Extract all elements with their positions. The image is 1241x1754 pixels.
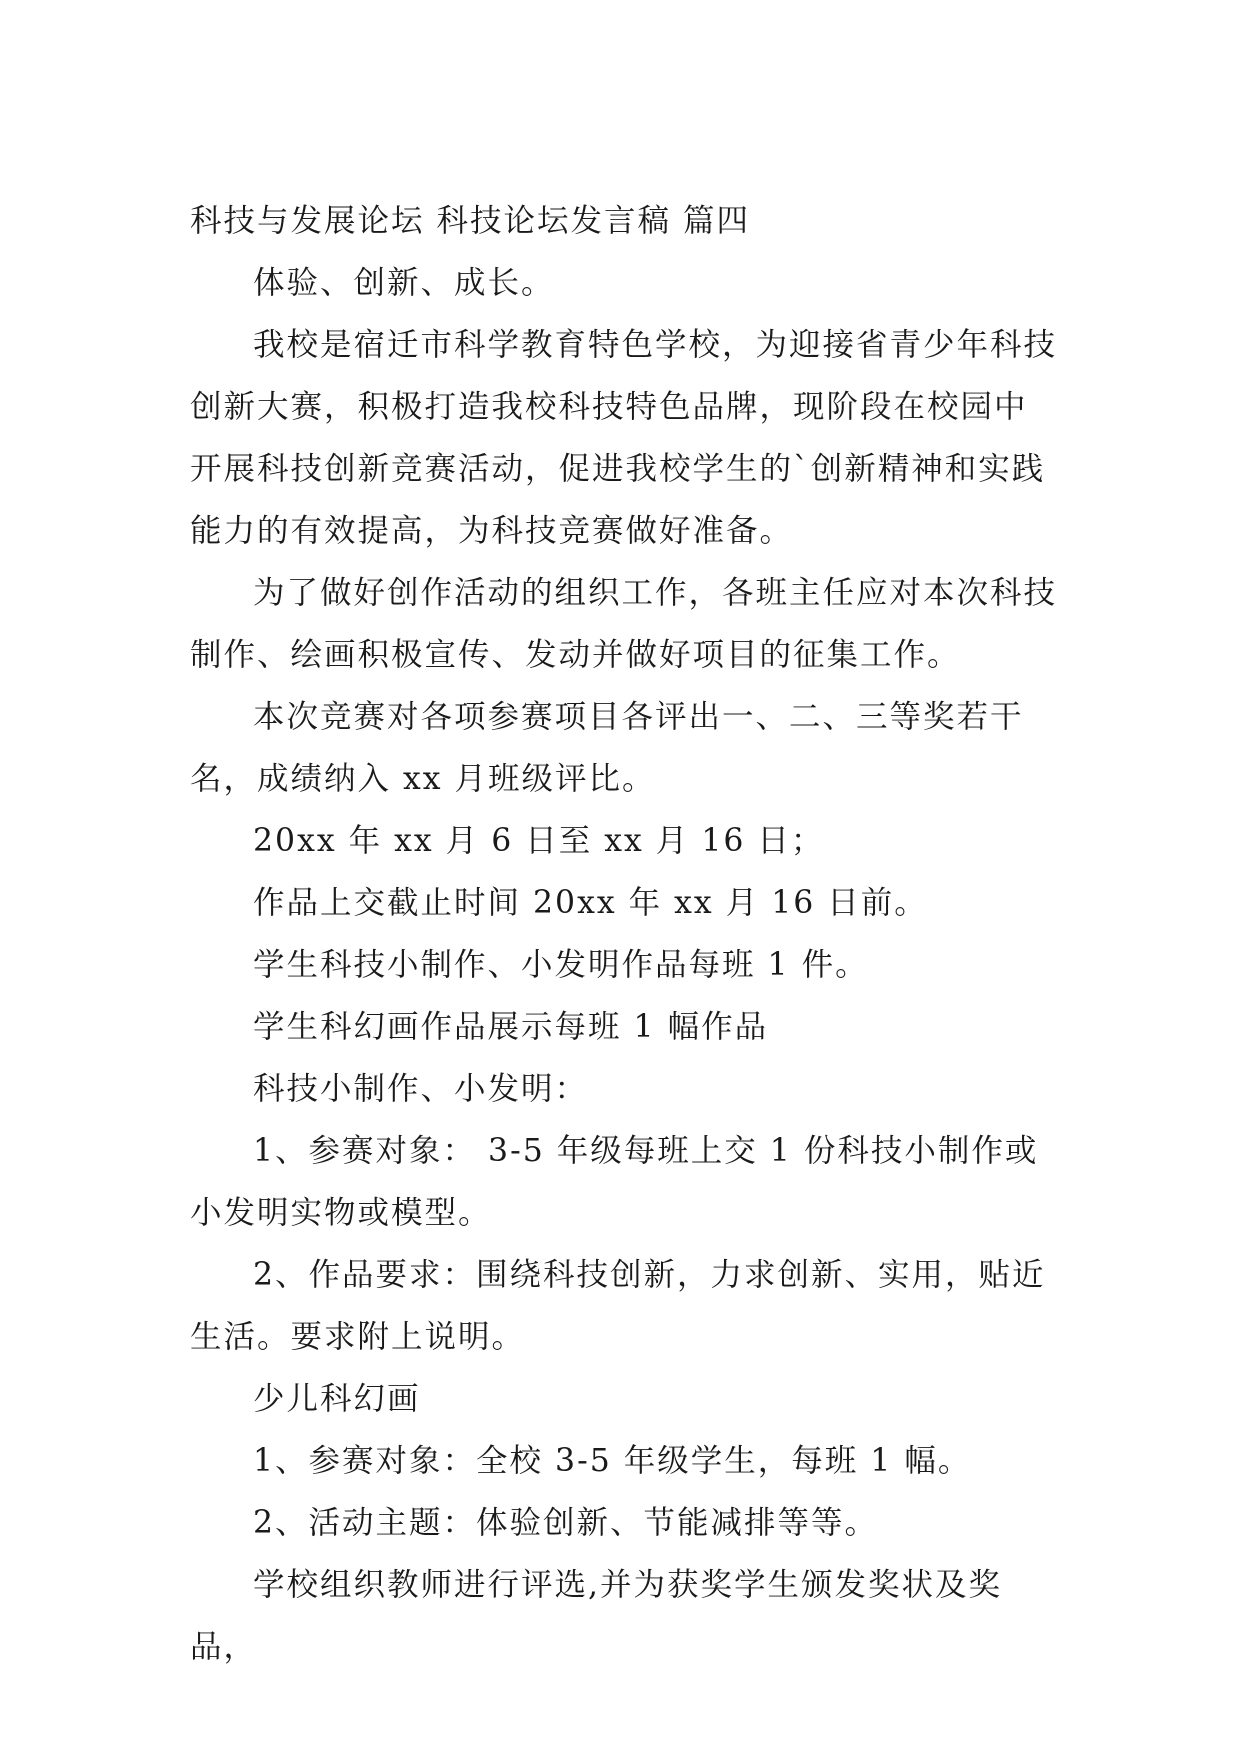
list-item-painting-participants: 1、参赛对象：全校 3-5 年级学生，每班 1 幅。 (253, 1443, 972, 1479)
list-item-requirements: 2、作品要求：围绕科技创新，力求创新、实用，贴近生活。要求附上说明。 (190, 1257, 1046, 1355)
document-heading: 科技与发展论坛 科技论坛发言稿 篇四 (190, 203, 751, 239)
paragraph-awards: 本次竞赛对各项参赛项目各评出一、二、三等奖若干名，成绩纳入 xx 月班级评比。 (190, 699, 1024, 797)
paragraph-organization: 为了做好创作活动的组织工作，各班主任应对本次科技制作、绘画积极宣传、发动并做好项目的征集工作。 (190, 575, 1058, 673)
paragraph-deadline: 作品上交截止时间 20xx 年 xx 月 16 日前。 (253, 885, 928, 921)
section-title-painting: 少儿科幻画 (253, 1381, 421, 1417)
paragraph-evaluation: 学校组织教师进行评选,并为获奖学生颁发奖状及奖品， (190, 1567, 1003, 1665)
paragraph-background: 我校是宿迁市科学教育特色学校，为迎接省青少年科技创新大赛，积极打造我校科技特色品牌，现阶段在校园中开展科技创新竞赛活动，促进我校学生的`创新精神和实践能力的有效提高，为科技竞赛做好准备。 (190, 327, 1058, 549)
document-body (190, 190, 1060, 1678)
paragraph-invention-count: 学生科技小制作、小发明作品每班 1 件。 (253, 947, 869, 983)
list-item-painting-theme: 2、活动主题：体验创新、节能减排等等。 (253, 1505, 879, 1541)
section-title-invention: 科技小制作、小发明： (253, 1071, 589, 1107)
list-item-participants: 1、参赛对象： 3-5 年级每班上交 1 份科技小制作或小发明实物或模型。 (190, 1133, 1039, 1231)
paragraph-date-range: 20xx 年 xx 月 6 日至 xx 月 16 日； (253, 823, 825, 859)
paragraph-painting-count: 学生科幻画作品展示每班 1 幅作品 (253, 1009, 769, 1045)
paragraph-theme: 体验、创新、成长。 (253, 265, 555, 301)
